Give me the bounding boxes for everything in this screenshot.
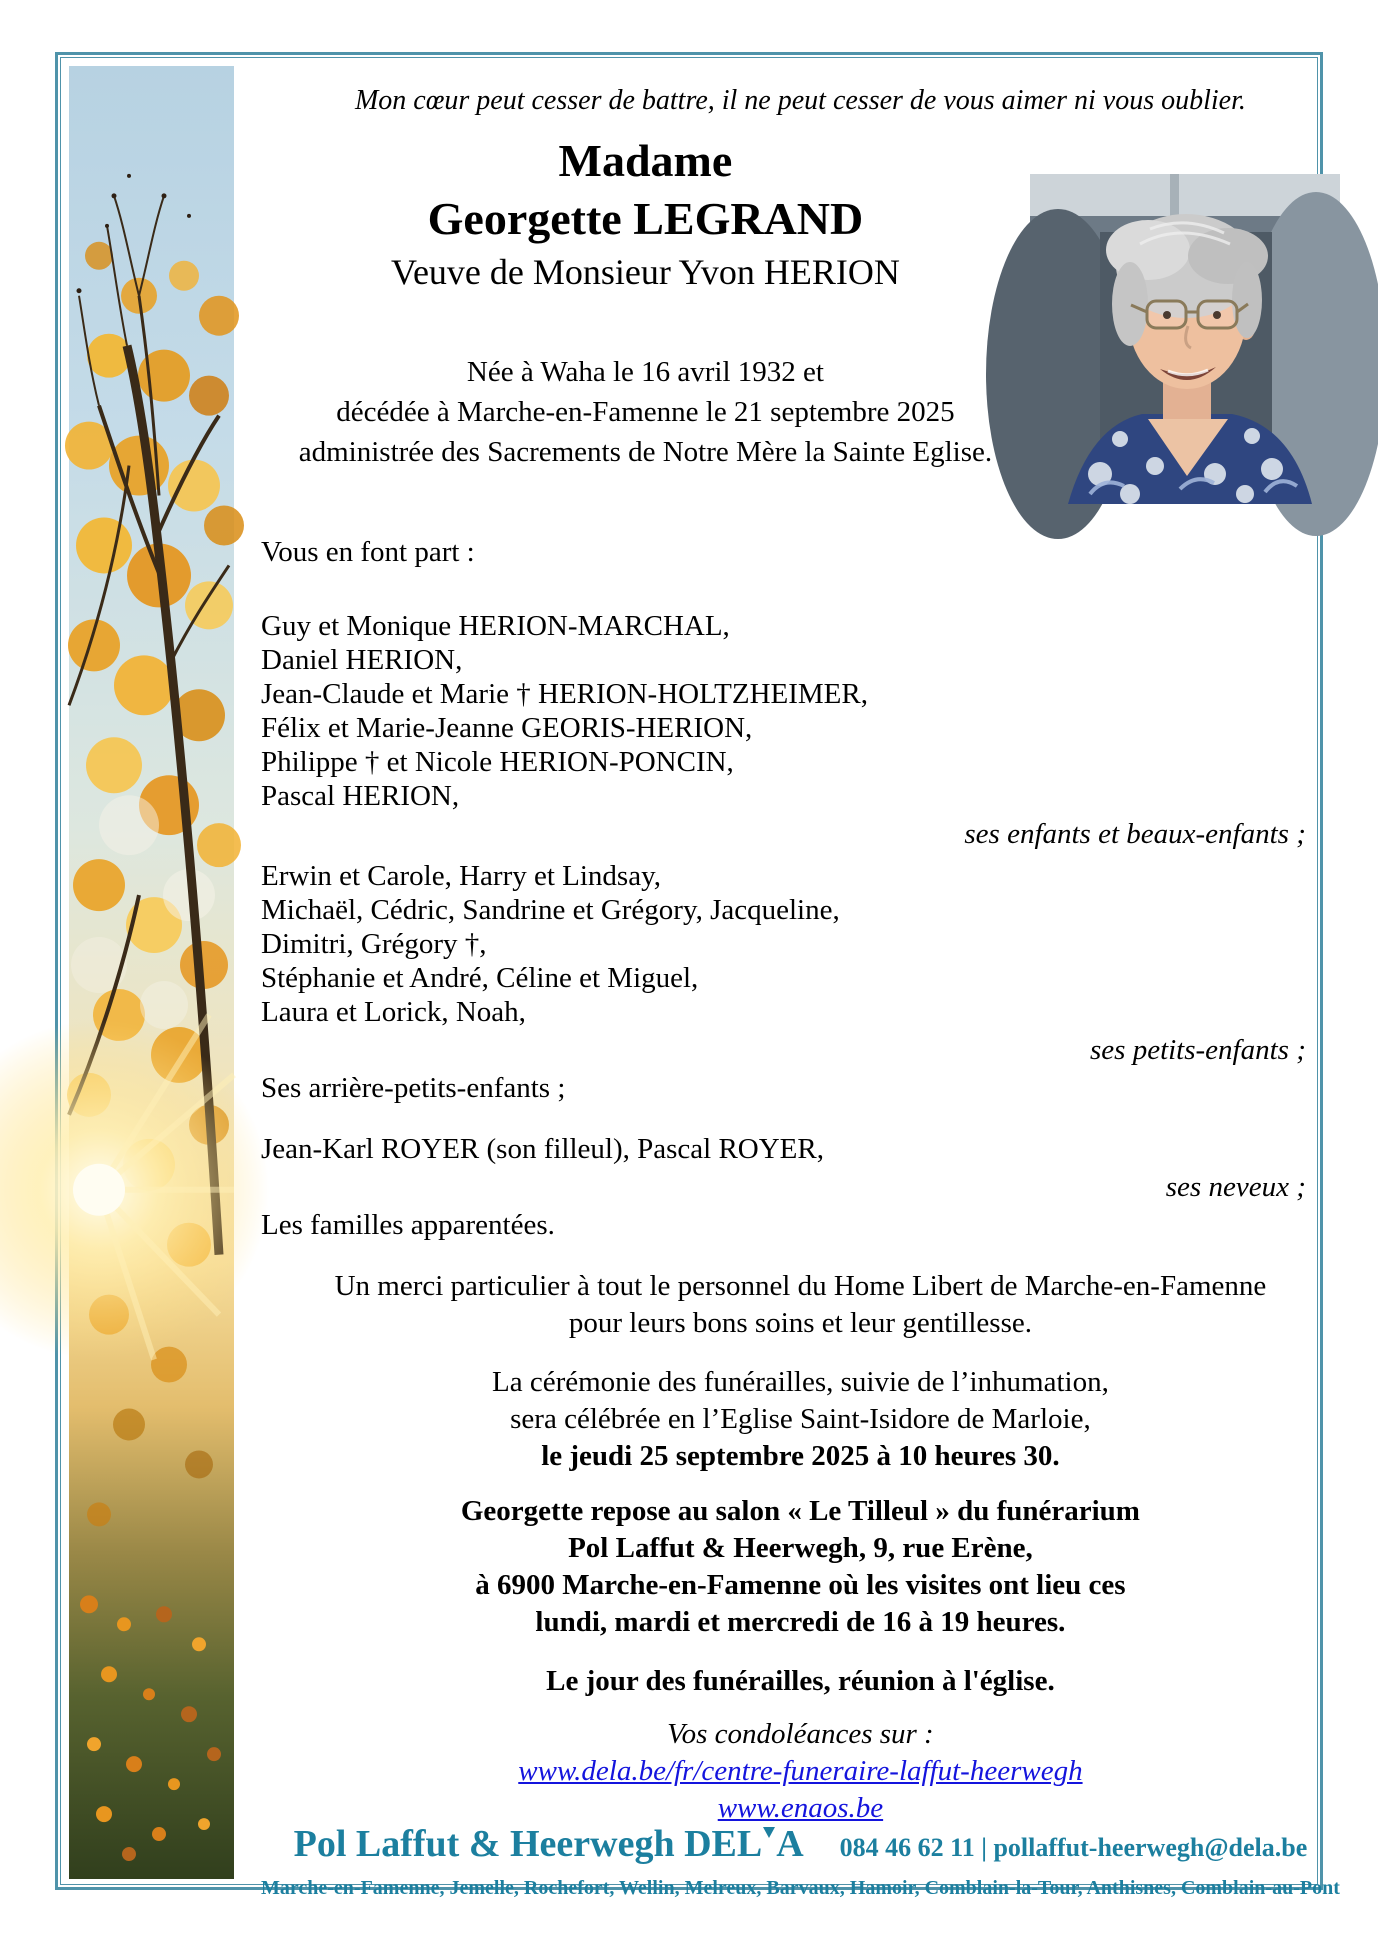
- decorative-border-frame: [55, 52, 1340, 1899]
- funeral-home-brand: [293, 1823, 804, 1865]
- condolence-link-enaos[interactable]: www.enaos.be: [717, 1792, 884, 1824]
- list-item: Dimitri, Grégory †,: [261, 928, 487, 960]
- content-area: [60, 57, 1340, 1899]
- repose-line: lundi, mardi et mercredi de 16 à 19 heures.: [535, 1606, 1066, 1638]
- children-relation-label: ses enfants et beaux-enfants ;: [964, 818, 1306, 850]
- title-madame: Madame: [558, 135, 733, 186]
- sacraments-line: administrée des Sacrements de Notre Mère la Sainte Eglise.: [298, 436, 993, 468]
- repose-line: Pol Laffut & Heerwegh, 9, rue Erène,: [568, 1532, 1033, 1564]
- repose-line: Georgette repose au salon « Le Tilleul » du funérarium: [460, 1495, 1140, 1527]
- families-line: Les familles apparentées.: [261, 1209, 555, 1241]
- ceremony-block: [261, 1364, 1340, 1475]
- ceremony-date-line: le jeudi 25 septembre 2025 à 10 heures 30.: [541, 1440, 1060, 1472]
- great-grandchildren-line: Ses arrière-petits-enfants ;: [261, 1072, 566, 1104]
- list-item: Stéphanie et André, Céline et Miguel,: [261, 962, 699, 994]
- grandchildren-list: [261, 859, 1340, 1029]
- footer-cities-line: Marche-en-Famenne, Jemelle, Rochefort, Wellin, Melreux, Barvaux, Hamoir, Comblain-la-Tour, Anthisnes, Comblain-au-Pont: [261, 1877, 1340, 1899]
- thanks-line: Un merci particulier à tout le personnel du Home Libert de Marche-en-Famenne: [334, 1270, 1267, 1302]
- list-item: Pascal HERION,: [261, 780, 460, 812]
- list-item: Félix et Marie-Jeanne GEORIS-HERION,: [261, 712, 753, 744]
- condolence-link-dela[interactable]: www.dela.be/fr/centre-funeraire-laffut-heerwegh: [518, 1755, 1083, 1787]
- condolences-label: Vos condoléances sur :: [667, 1718, 934, 1750]
- autumn-trees-photo: [69, 66, 234, 1876]
- dela-apostrophe-mark: [763, 1827, 775, 1838]
- grandchildren-relation-label: ses petits-enfants ;: [1090, 1034, 1306, 1066]
- main-column: [242, 58, 1354, 1899]
- nephews-line: Jean-Karl ROYER (son filleul), Pascal ROYER,: [261, 1133, 824, 1165]
- footer-brand-row: [261, 1823, 1340, 1865]
- thanks-line: pour leurs bons soins et leur gentillesse.: [568, 1307, 1032, 1339]
- list-item: Philippe † et Nicole HERION-PONCIN,: [261, 746, 734, 778]
- list-item: Guy et Monique HERION-MARCHAL,: [261, 610, 730, 642]
- footer-phone-email: 084 46 62 11 | pollaffut-heerwegh@dela.be: [839, 1833, 1308, 1862]
- condolences-block: [261, 1716, 1340, 1827]
- deceased-header: [261, 132, 1030, 504]
- thanks-block: [261, 1268, 1340, 1342]
- nephews-relation-label: ses neveux ;: [1165, 1171, 1306, 1203]
- reunion-line: Le jour des funérailles, réunion à l'église.: [546, 1665, 1055, 1697]
- repose-block: [261, 1493, 1340, 1641]
- widow-subtitle: Veuve de Monsieur Yvon HERION: [390, 252, 900, 292]
- brand-text-pre: Pol Laffut & Heerwegh DEL: [293, 1823, 763, 1865]
- funeral-home-footer: [261, 1823, 1340, 1919]
- birth-death-block: [261, 352, 1030, 472]
- death-line: décédée à Marche-en-Famenne le 21 septembre 2025: [336, 396, 955, 428]
- ceremony-line: La cérémonie des funérailles, suivie de l’inhumation,: [492, 1366, 1109, 1398]
- list-item: Laura et Lorick, Noah,: [261, 996, 526, 1028]
- portrait-illustration: [1030, 174, 1340, 504]
- announcement-intro: Vous en font part :: [261, 536, 475, 568]
- list-item: Jean-Claude et Marie † HERION-HOLTZHEIMER,: [261, 678, 868, 710]
- repose-line: à 6900 Marche-en-Famenne où les visites ont lieu ces: [475, 1569, 1126, 1601]
- opening-quote: Mon cœur peut cesser de battre, il ne peut cesser de vous aimer ni vous oublier.: [354, 85, 1246, 116]
- ceremony-line: sera célébrée en l’Eglise Saint-Isidore de Marloie,: [510, 1403, 1091, 1435]
- list-item: Erwin et Carole, Harry et Lindsay,: [261, 860, 661, 892]
- children-list: [261, 609, 1340, 813]
- brand-text-post: A: [776, 1823, 804, 1865]
- deceased-name: Georgette LEGRAND: [427, 193, 864, 244]
- list-item: Michaël, Cédric, Sandrine et Grégory, Jacqueline,: [261, 894, 840, 926]
- deceased-portrait-photo: [1030, 174, 1340, 504]
- birth-line: Née à Waha le 16 avril 1932 et: [466, 356, 824, 388]
- list-item: Daniel HERION,: [261, 644, 463, 676]
- autumn-trees-illustration: [69, 66, 234, 1879]
- header-row: [261, 132, 1340, 504]
